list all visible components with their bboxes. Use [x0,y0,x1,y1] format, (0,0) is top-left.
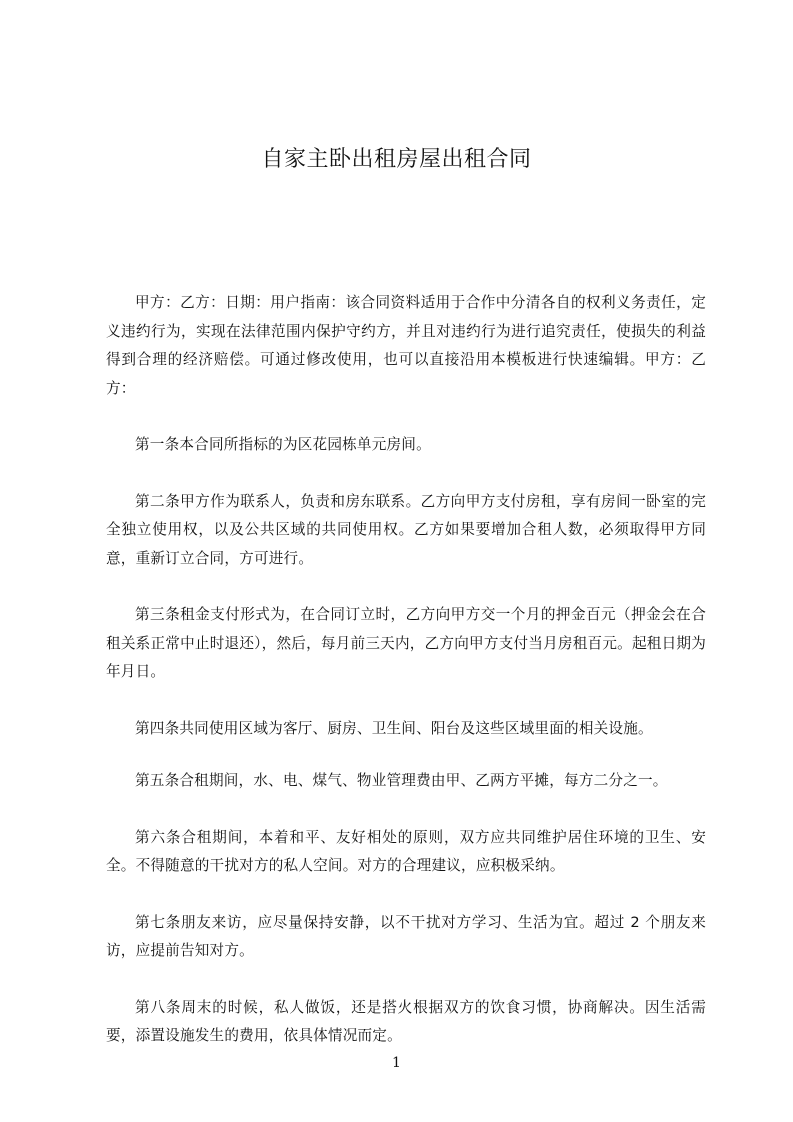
page-number: 1 [392,1055,401,1071]
paragraph-article-7: 第七条朋友来访，应尽量保持安静，以不干扰对方学习、生活为宜。超过 2 个朋友来访，应提前告知对方。 [106,913,706,959]
paragraph-article-3: 第三条租金支付形式为，在合同订立时，乙方向甲方交一个月的押金百元（押金会在合租关系正常中止时退还），然后，每月前三天内，乙方向甲方支付当月房租百元。起租日期为年月日。 [106,606,706,680]
paragraph-article-8: 第八条周末的时候，私人做饭，还是搭火根据双方的饮食习惯，协商解决。因生活需要，添置设施发生的费用，依具体情况而定。 [106,998,706,1044]
document-title: 自家主卧出租房屋出租合同 [261,147,532,172]
paragraph-article-4: 第四条共同使用区域为客厅、厨房、卫生间、阳台及这些区域里面的相关设施。 [135,719,653,737]
document-body [106,289,706,1051]
paragraph-article-6: 第六条合租期间，本着和平、友好相处的原则，双方应共同维护居住环境的卫生、安全。不得随意的干扰对方的私人空间。对方的合理建议，应积极采纳。 [106,828,706,874]
paragraph-article-1: 第一条本合同所指标的为区花园栋单元房间。 [135,436,431,453]
paragraph-preamble: 甲方：乙方：日期：用户指南：该合同资料适用于合作中分清各自的权利义务责任，定义违约行为，实现在法律范围内保护守约方，并且对违约行为进行追究责任，使损失的利益得到合理的经济赔偿。可通过修改使用，也可以直接沿用本模板进行快速编辑。甲方：乙方： [106,294,706,397]
paragraph-article-5: 第五条合租期间，水、电、煤气、物业管理费由甲、乙两方平摊，每方二分之一。 [135,772,668,789]
paragraph-article-2: 第二条甲方作为联系人，负责和房东联系。乙方向甲方支付房租，享有房间一卧室的完全独立使用权，以及公共区域的共同使用权。乙方如果要增加合租人数，必须取得甲方同意，重新订立合同，方可进行。 [106,492,706,567]
